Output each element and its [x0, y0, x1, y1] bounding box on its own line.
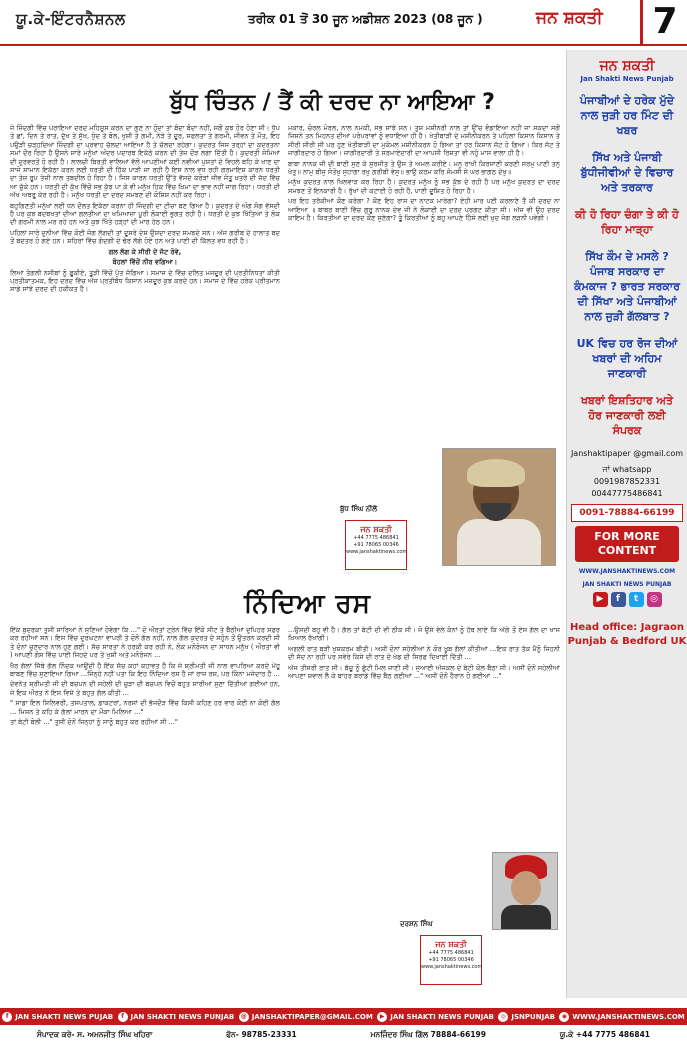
- footer-uk-phone: ਯੂ.ਕੇ +44 7775 486841: [559, 1029, 651, 1039]
- ad-website: www.janshaktinews.com: [346, 549, 408, 555]
- article1-paragraph: ਲਿਆ ਤੰਗਲੀ ਨਸੀਬਾਂ ਨੂੰ ਫੂਕੀਏ, ਤੂੜੀ ਵਿੱਚੋਂ ਪੁੱਤ ਜੱਗਿਆ। ਸਮਾਜ ਦੇ ਵਿੱਚ ਦਲਿਤ ਮਜ਼ਦੂਰ ਦੀ ਪ੍ਰਤੀਨਿਧਤਾ ਕੀਤੀ ਪ੍ਰਤੀਕਾਤਮਕ, ਇਹ ਦਰਦ ਵਿੱਚ ਅੱਜ ਪ੍ਰਤੀਬੱਧ ਕਿਸਾਨ ਮਜ਼ਦੂਰ ਕੁਝ ਕਰਦੇ ਹਨ। ਸਮਾਜ ਦੇ ਵਿੱਚ ਹਰੇਕ ਪ੍ਰੀਤਮਾਨ ਸਾਡੇ ਸਾਂਝੇ ਦਰਦ ਦੀ ਹਕੀਕਤ ਹੈ।: [10, 268, 280, 294]
- facebook-icon: f: [118, 1012, 128, 1022]
- ad-phone: +44 7775 486841: [428, 950, 474, 956]
- article2-byline: ਦਰਸ਼ਨ ਸਿੰਘ: [400, 920, 433, 928]
- ad-phone: +44 7775 486841: [353, 535, 399, 541]
- sidebar-phone[interactable]: 0091-78884-66199: [571, 504, 683, 522]
- ad-phone: +91 78065 00346: [428, 957, 474, 963]
- article1-column-left: [10, 124, 280, 579]
- footer-link[interactable]: f JAN SHAKTI NEWS PUJAB: [2, 1012, 113, 1022]
- ad-title: ਜਨ ਸ਼ਕਤੀ: [360, 524, 392, 534]
- email-icon: @: [240, 1012, 247, 1020]
- footer-manager: ਮਨਜਿੰਦਰ ਸਿੰਘ ਗਿੱਲ 78884-66199: [370, 1029, 486, 1039]
- article1-paragraph: ਬਾਬਾ ਨਾਨਕ ਜੀ ਦੀ ਬਾਣੀ ਸੁਣ ਕੇ ਸੁਰਜੀਤ ਤੇ ਉਸ ਤੇ ਅਮਲ ਕਰੀਏ। ਮਨੁ ਰਾਖੀ ਕਿਰਸਾਣੀ ਕਰਣੀ ਸਰਮੁ ਪਾਣੀ ਤਨੁ ਖੇਤੁ॥ ਨਾਮੁ ਬੀਜੁ ਸੰਤੋਖੁ ਸੁਹਾਗਾ ਰਖੁ ਗਰੀਬੀ ਵੇਸੁ॥ ਭਾਉ ਕਰਮ ਕਰਿ ਜੰਮਸੀ ਸੇ ਘਰ ਭਾਗਠ ਦੇਖੁ॥: [288, 159, 560, 177]
- sidebar-website[interactable]: WWW.JANSHAKTINEWS.COM: [578, 568, 676, 575]
- footer-link[interactable]: @ JANSHAKTIPAPER@GMAIL.COM: [240, 1012, 373, 1021]
- verse-line: ਗਲ ਲੱਗ ਕੇ ਸੀਰੀ ਦੇ ਜੱਟ ਰੋਵੇ,: [108, 247, 182, 256]
- instagram-icon[interactable]: ◎: [647, 592, 662, 607]
- verse-line: ਬੋਹਲਾਂ ਵਿੱਚੋਂ ਨੀਰ ਵਗਿਆ।: [112, 258, 178, 267]
- ad-website: www.janshaktinews.com: [421, 964, 483, 970]
- sidebar-social-label: JAN SHAKTI NEWS PUNJAB: [582, 581, 672, 588]
- sidebar-promo: ਸਿੱਖ ਅਤੇ ਪੰਜਾਬੀ ਬੁੱਧੀਜੀਵੀਆਂ ਦੇ ਵਿਚਾਰ ਅਤੇ ਤਰਕਾਰ: [580, 151, 674, 194]
- more-content-button[interactable]: FOR MORE CONTENT: [575, 526, 679, 562]
- ad-title: ਜਨ ਸ਼ਕਤੀ: [435, 939, 467, 949]
- footer-editor: ਸੰਪਾਦਕ ਕਰੇ- ਸ. ਅਮਨਜੀਤ ਸਿੰਘ ਖਹਿਰਾ: [36, 1029, 153, 1039]
- social-icons: [567, 592, 687, 607]
- article2-quote: " ਸਾਡਾ ਇਲ ਸ਼ਿਲਿਵਰੀ, ਤਸਪਤਾਲ, ਡਾਕਟਰਾਂ, ਨਰਸਾਂ ਦੀ ਭੱਜਦੌੜ ਵਿੱਚ ਕਿਸੀ ਕਹਿਣ ਹਰ ਵਾਰ ਕੋਈ ਨਾ ਕੋਈ ਗੱਲ ... ਮਿਸ਼ਨ ਤੇ ਕਹਿ ਕੇ ਗੱਲਾਂ ਮਾਰਨ ਦਾ ਮੌਕਾ ਮਿਲਿਆ ...": [10, 699, 280, 716]
- footer-phone: ਫੋਨ- 98785-23331: [226, 1029, 297, 1039]
- article1-byline: ਬੁੱਧ ਸਿੰਘ ਨੀਲੋਂ: [340, 505, 377, 513]
- article1-column-right: [288, 124, 560, 444]
- footer-link[interactable]: ▶ JAN SHAKTI NEWS PUNJAB: [377, 1012, 494, 1022]
- author-photo: [492, 852, 558, 930]
- article2-paragraph: ਦੇਵਨੇਤ ਸ਼੍ਰੀਮਤੀ ਜੀ ਦੀ ਬਚਪਨ ਦੀ ਸਹੇਲੀ ਦੀ ਚੁੜਾ ਦੀ ਬਚਪਨ ਵਿਚੋਂ ਬਹੁਤ ਸਾਰੀਆਂ ਸੁਣਾ ਦਿੱਤੀਆਂ ਗਈਆਂ ਹਨ, ਜੇ ਇਕ ਔਰਤ ਨੇ ਇਸ ਵਿਸ਼ੇ ਤੇ ਬਹੁਤ ਗੱਲ ਕੀਤੀ ...: [10, 680, 280, 697]
- sidebar-logo-subtitle: Jan Shakti News Punjab: [580, 75, 674, 83]
- footer-info: [0, 1026, 687, 1043]
- article2-paragraph: ਅੱਜ ਤੀਸਰੀ ਰਾਤ ਸੀ। ਬੱਚੂ ਨੂੰ ਛੁੱਟੀ ਮਿਲ ਜਾਣੀ ਸੀ। ਜੁਆਈ ਅੱਜਕਲ ਦੇ ਬੇਟੀ ਕੋਲ ਬੈਠਾ ਸੀ। ਅਸੀਂ ਦੋਨੋਂ ਸਹੇਲੀਆਂ ਆਪਣਾ ਸ਼ਵਾਲ ਲੈ ਕੇ ਬਾਹਰ ਬਰਾਂਡੇ ਵਿੱਚ ਬੈਠ ਗਈਆਂ ..." ਅਸੀਂ ਦੋਨੋਂ ਹੈਰਾਨ ਹੋ ਗਈਆਂ ...": [288, 663, 560, 681]
- page-header: [0, 0, 687, 46]
- sidebar-email[interactable]: Janshaktipaper @gmail.com: [570, 449, 684, 458]
- ad-phone: +91 78065 00346: [353, 542, 399, 548]
- footer-link[interactable]: ◉ WWW.JANSHAKTINEWS.COM: [559, 1012, 684, 1022]
- article2-paragraph: ਅਗਲੀ ਰਾਤ ਬੜੀ ਖੁਸ਼ਕਰਮ ਬੀਤੀ। ਅਸੀਂ ਦੋਨਾਂ ਸਹੇਲੀਆਂ ਨੇ ਕੋਰ ਖੂਬ ਗੱਲਾਂ ਕੀਤੀਆਂ ...ਇਕ ਰਾਤ ਤੱਕ ਮੈਂਨੂੰ ਜਿਹਨੀ ਦੀ ਸੱਦ ਨਾ ਰਹੀ ਪਰ ਸਵੇਰੇ ਕਿਸੇ ਦੀ ਰਾਤ ਦੇ ਖੇਡ ਦੀ ਸਿਰਫ ਦਿਖਾਈ ਦਿੱਤੀ ...: [288, 644, 560, 662]
- sidebar-logo: ਜਨ ਸ਼ਕਤੀ: [599, 58, 655, 74]
- sidebar-whatsapp-label: ਜਾਂ whatsapp: [602, 465, 652, 474]
- globe-icon: ◉: [559, 1012, 569, 1022]
- sidebar-promo: ਪੰਜਾਬੀਆਂ ਦੇ ਹਰੇਕ ਮੁੱਦੇ ਨਾਲ ਜੁੜੀ ਹਰ ਮਿੰਟ ਦੀ ਖਬਰ: [580, 94, 674, 137]
- edition-date: ਤਰੀਕ 01 ਤੋਂ 30 ਜੂਨ ਅਡੀਸ਼ਨ 2023 (08 ਜੂਨ ): [248, 12, 483, 26]
- article2-paragraph: ਇੱਕ ਬੁਦਰਕਾ ਤੁਸੀਂ ਸਾਰਿਆਂ ਨੇ ਸੁਣਿਆਂ ਹੋਵੇਗਾ ਕਿ ..." ਦੋ ਔਰਤਾਂ ਟ੍ਰੇਨ ਵਿੱਚ ਇੱਕੋ ਸੀਟ ਤੇ ਬੈਠੀਆਂ ਦੁਪਿਹਰ ਸਫ਼ਰ ਕਰ ਰਹੀਆਂ ਸਨ। ਇਸ ਵਿੱਚ ਦੁਰਘਟਨਾ ਵਾਪਰੀ ਤੇ ਦੋਨੋਂ ਗੱਲ ਨਹੀਂ, ਨਾਲ ਗੱਲ ਕੁਦਰਤ ਦੇ ਸਹੁੰਨ ਤੋਂ ਉਤਰਨ ਕਰਦੀ ਸੀ ਤੇ ਦੋਨਾਂ ਚੁਣਦਾਰ ਨਾਲ ਹੁਣ ਗਈ। ਸੱਚ ਸਾਰਤਾ ਨੇ ਹਰਕੀ ਕਰ ਰਹੀ ਨੇ, ਲੋਕ ਮਨੋਰੰਜਨ ਦਾ ਸਾਧਨ ਮਨੁੱਖ ( ਔਰਤਾਂ ਵੀ ) ਆਪਣੀ ਗੋਸ਼ ਵਿੱਚ ਪਾਈ ਜਿਹਦੇ ਪਰ ਤੇ ਖੁਸ਼ੀ ਅਤੇ ਮਨੋਰੰਜਨ ...: [10, 626, 280, 660]
- footer-link[interactable]: ◎ JSNPUNJAB: [498, 1012, 555, 1022]
- article1-paragraph: ਪਹਿਲਾਂ ਸਾਰੇ ਦੁਨੀਆਂ ਵਿੱਚ ਕੋਈ ਜੰਗ ਲੱਗਦੀ ਤਾਂ ਦੂਸਰੇ ਦੇਸ਼ ਉਸਦਾ ਦਰਦ ਸਮਝਦੇ ਸਨ। ਅੱਜ ਗਰੀਬ ਦੇ ਹਾਲਾਤ ਬਦ ਤੋਂ ਬਦਤਰ ਹੋ ਗਏ ਹਨ। ਸ਼ਹਿਰਾਂ ਵਿੱਚ ਗੰਦਗੀ ਦੇ ਢੇਰ ਲੱਗੇ ਹੋਏ ਹਨ ਅਤੇ ਪਾਣੀ ਦੀ ਕਿੱਲਤ ਵਧ ਰਹੀ ਹੈ।: [10, 228, 280, 246]
- sidebar-promo: UK ਵਿਚ ਹਰ ਰੋਜ ਦੀਆਂ ਖਬਰਾਂ ਦੀ ਅਹਿਮ ਜਾਣਕਾਰੀ: [576, 337, 678, 380]
- page-number: 7: [640, 0, 687, 44]
- article2-paragraph: ...ਉਸਦੀ ਬਹੁ ਵੀ ਹੈ। ਗੱਲ ਤਾਂ ਬੇਟੀ ਦੀ ਵੀ ਠੀਕ ਸੀ। ਜੋ ਉਸੇ ਵੇਲੇ ਕੰਨਾਂ ਨੂੰ ਹੱਥ ਲਾਏ ਕਿ ਅੱਗੇ ਤੋਂ ਏਸ ਗੱਲ ਦਾ ਖਾਸ ਖ਼ਿਆਲ ਰੱਖਾਂਗੀ।: [288, 626, 560, 643]
- article2-quote: ਤਾਂ ਬੇਟੀ ਬੋਲੀ ..." ਤੁਸੀਂ ਦੋਨੋਂ ਜਿਨ੍ਹਾਂ ਨੂੰ ਸਾਨੂੰ ਬਹੁਤ ਕਰ ਰਹੀਆਂ ਸੀ ...": [10, 718, 178, 727]
- jan-shakti-ad-box: [420, 935, 482, 985]
- sidebar-promo: ਸਿੱਖ ਕੌਮ ਦੇ ਮਸਲੇ ? ਪੰਜਾਬ ਸਰਕਾਰ ਦਾ ਕੰਮਕਾਜ ? ਭਾਰਤ ਸਰਕਾਰ ਦੀ ਸਿੱਖਾ ਅਤੇ ਪੰਜਾਬੀਆਂ ਨਾਲ ਜੁੜੀ ਗੱਲਬਾਤ ?: [574, 250, 680, 323]
- sidebar-promo: ਕੀ ਹੋ ਰਿਹਾ ਚੰਗਾ ਤੇ ਕੀ ਹੋ ਰਿਹਾ ਮਾੜ੍ਹਾ: [575, 208, 679, 236]
- sidebar-whatsapp-number[interactable]: 00447775486841: [591, 489, 663, 498]
- sidebar: [566, 50, 687, 998]
- youtube-icon: ▶: [377, 1012, 387, 1022]
- article2-title: ਨਿੰਦਿਆ ਰਸ: [244, 589, 371, 619]
- article1-paragraph: ਪਰ ਇਹ ਤਰੱਕੀਆਂ ਕੌਣ ਕਰੇਗਾ ? ਕੌਣ ਇਹ ਰਾਸ ਦਾ ਨਾਟਕ ਮਾਰੇਗਾ? ਏਹੀ ਮਾਰ ਪਈ ਕਰਲਾਣੇ ਤੈਂ ਕੀ ਦਰਦ ਨਾ ਆਇਆ ॥ ਬਾਬਰ ਬਾਣੀ ਵਿੱਚ ਗੁਰੂ ਨਾਨਕ ਦੇਵ ਜੀ ਨੇ ਲੋਕਾਈ ਦਾ ਦਰਦ ਪ੍ਰਗਟ ਕੀਤਾ ਸੀ। ਅੱਜ ਵੀ ਉਹ ਦਰਦ ਕਾਇਮ ਹੈ। ਕਿਰਤੀਆਂ ਦਾ ਦਰਦ ਕੌਣ ਸੁਣੇਗਾ? ਤੂੰ ਕਿਰਤੀਆਂ ਨੂੰ ਬਹੁ ਆਪਣੇ ਹਿੱਸੇ ਲਈ ਖ਼ੁਦ ਜੰਗ ਲੜਨੀ ਪਵੇਗੀ।: [288, 197, 560, 223]
- youtube-icon[interactable]: ▶: [593, 592, 608, 607]
- author-photo: [442, 448, 556, 566]
- footer-social-bar: [0, 1008, 687, 1025]
- sidebar-head-office: Head office: Jagraon Punjab & Bedford UK: [567, 622, 687, 647]
- article1-paragraph: ਜੇ ਜ਼ਿੰਦਗੀ ਵਿੱਚ ਪਰਾਇਆ ਦਰਦ ਮਹਿਸੂਸ ਕਰਨ ਦਾ ਗੁਣ ਨਾ ਹੁੰਦਾ ਤਾਂ ਬੰਦਾ ਬੰਦਾ ਨਹੀਂ, ਸਗੋਂ ਕੁਝ ਹੋਰ ਹੋਣਾ ਸੀ। ਧੁੱਪ ਤੇ ਛਾਂ, ਦਿਨ ਤੇ ਰਾਤ, ਦੁੱਖ ਤੇ ਸੁੱਖ, ਧੁੰਦ ਤੇ ਬੋਲ, ਖੁਸ਼ੀ ਤੇ ਗਮੀ, ਨੇੜੇ ਤੇ ਦੂਰ, ਸਫਲਤਾ ਤੇ ਗਰਮੀ, ਜੀਵਨ ਤੇ ਮੌਤ, ਇਹ ਪਉੜੀ ਚੜ੍ਹਦਿਆਂ ਜ਼ਿੰਦਗੀ ਦਾ ਪ੍ਰਵਾਹ ਚੱਲਦਾ ਆਇਆ ਹੈ ਤੇ ਚੱਲਦਾ ਰਹੇਗਾ। ਕੁਦਰਤ ਜਿਸ ਤਰ੍ਹਾਂ ਦਾ ਕੁਦਰਤਨਾ ਸਮਾਂ ਦੌਰ ਰਿਹਾ ਹੈ ਉਸਨੇ ਸਾਰੇ ਮਨੁੱਖਾਂ ਅੰਦਰ ਪਦਾਰਥ ਇਕੱਠੇ ਕਰਨ ਦੀ ਤੇਜ਼ ਦੌੜ ਲਗਾ ਦਿੱਤੀ ਹੈ। ਕੁਦਰਤੀ ਸੋਮਿਆਂ ਦੀ ਦੁਰਵਰਤੋਂ ਹੋ ਰਹੀ ਹੈ। ਲਾਲਚੀ ਬਿਰਤੀ ਵਾਲਿਆਂ ਵੱਲੋਂ ਆਪਣੀਆਂ ਕਈ ਨਵੀਆਂ ਪੁਸ਼ਤਾਂ ਦੇ ਵਿਹਲੇ ਬਹਿ ਕੇ ਖਾਣ ਦਾ ਸਾਜੋ ਸਾਮਾਨ ਇਕੱਠਾ ਕਰਨ ਲਈ ਧਰਤੀ ਦੀ ਹਿੱਕ ਪਾੜੀ ਜਾ ਰਹੀ ਹੈ ਇਸ ਨਾਲ ਵਧ ਰਹੀ ਗਰਮਾਇਸ਼ ਕਾਰਨ ਧਰਤੀ ਦਾ ਤੇਜ਼ ਰੂਪ ਤੇਜ਼ੀ ਨਾਲ ਤਬਦੀਲ ਹੋ ਰਿਹਾ ਹੈ। ਜਿਸ ਕਾਰਨ ਧਰਤੀ ਉੱਤੇ ਵੱਸਦੇ ਕਰੋੜਾਂ ਜੀਵ ਜੰਤੂ ਖ਼ਤਰੇ ਦੀ ਜ਼ੱਦ ਵਿੱਚ ਆ ਚੁੱਕੇ ਹਨ। ਧਰਤੀ ਦੀ ਕੁੱਖ ਵਿੱਚੋਂ ਸਭ ਕੁੱਝ ਪਾ ਕੇ ਵੀ ਮਨੁੱਖ ਹਿਕ ਵਿੱਚ ਖ਼ਿਮਾ ਦਾ ਭਾਵ ਨਹੀਂ ਜਾਗ ਰਿਹਾ। ਧਰਤੀ ਦੀ ਅੱਖ ਅਥਰੂ ਕੇਰ ਰਹੀ ਹੈ। ਮਨੁੱਖ ਧਰਤੀ ਦਾ ਦਰਦ ਸਮਝਣ ਦੀ ਕੋਸ਼ਿਸ਼ ਨਹੀਂ ਕਰ ਰਿਹਾ।: [10, 124, 280, 200]
- jan-shakti-ad-box: [345, 520, 407, 570]
- masthead-logo: ਜਨ ਸ਼ਕਤੀ: [536, 8, 603, 28]
- article1-paragraph: ਮਕਾਰ, ਚੋਰਲ ਮੋਰਲ, ਨਾਲ ਨਮਕੀ, ਸਭ ਸਾਂਝੇ ਸਨ। ਤੁਸ਼ ਮਸ਼ੀਨਰੀ ਨਾਲ ਤਾਂ ਉੱਚ ਵੰਡਾਇਆ ਨਹੀਂ ਜਾ ਸਕਦਾ ਸਗੋਂ ਜਿਸਨੇ ਤਨ ਮਿਹਨਤ ਦੀਆਂ ਪਰੰਪਰਾਵਾਂ ਨੂੰ ਵਧਾਇਆ ਹੀ ਹੈ। ਖੇਤੀਬਾੜੀ ਦੇ ਮਸ਼ੀਨੀਕਰਨ ਤੇ ਪਹਿਲਾਂ ਕਿਸਾਨ ਕਿਸਾਨ ਤੇ ਸੀਰੀ ਸੀਰੀ ਸੀ ਪਰ ਹੁਣ ਖੇਤੀਬਾੜੀ ਦਾ ਮੁਕੰਮਲ ਮਸ਼ੀਨੀਕਰਨ ਹੋ ਗਿਆ ਤਾਂ ਹਰ ਕਿਸਾਨ ਜੱਟ ਹੋ ਗਿਆ। ਕਿਰ ਜੱਟ ਤੇ ਜਾਗੀਰਦਾਰ ਹੋ ਗਿਆ। ਜਾਗੀਰਦਾਰੀ ਤੇ ਸਰਮਾਏਦਾਰੀ ਦਾ ਆਪਸੀ ਰਿਸ਼ਤਾ ਵੀ ਨਹੁੰ ਮਾਸ ਵਾਲਾ ਹੀ ਹੈ।: [288, 124, 560, 158]
- article2-column-left: [10, 626, 280, 1004]
- article1-paragraph: ਬਹੁਗਿਣਤੀ ਮਨੁੱਖਾਂ ਲਈ ਧਨ ਦੌਲਤ ਇਕੱਠਾ ਕਰਨਾ ਹੀ ਜਿੰਦਗੀ ਦਾ ਟੀਚਾ ਬਣ ਗਿਆ ਹੈ। ਕੁਦਰਤ ਦੇ ਅੰਗ ਸੰਗ ਵੱਸਦੀ ਹੈ ਪਰ ਕੁਝ ਬਦਬਖਤਾਂ ਦੀਆਂ ਗਲਤੀਆਂ ਦਾ ਖਮਿਆਜ਼ਾ ਪੂਰੀ ਲੋਕਾਈ ਭੁਗਤ ਰਹੀ ਹੈ। ਧਰਤੀ ਦੇ ਕੁਝ ਖਿੱਤਿਆਂ ਤੇ ਲੋਕ ਦੀ ਗਰਮੀ ਨਾਲ ਮਰ ਰਹੇ ਹਨ ਅਤੇ ਕੁਝ ਖਿੱਤੇ ਹੜ੍ਹਾਂ ਦੀ ਮਾਰ ਹੇਠ ਹਨ।: [10, 201, 280, 227]
- article2-paragraph: ਖੈਰ ਗੱਲਾਂ ਜਿੱਥੇ ਗੱਲ ਨਿੰਦਕ ਆਉਂਦੀ ਹੈ ਇੱਕ ਸੱਚ ਕਹਾਂ ਕਹਾਵਤ ਹੈ ਕਿ ਜੇ ਸ਼੍ਰੀਮਤੀ ਜੀ ਨਾਲ ਵਾਪਰਿਆ ਕਰਦੇ ਮੇਂਹੂ ਬਾਬਣ ਵਿੱਚ ਸੁਣਾਇਆ ਗਿਆ ...ਜਿੰਨ੍ਹੇ ਨਹੀਂ ਪਤਾ ਕਿ ਇਹ ਨਿੰਦਿਆ ਰਸ ਹੈ ਜਾਂ ਰਾਜ ਰਸ, ਪਰ ਕਿੰਨਾ ਮਜੇਦਾਰ ਹੈ ...: [10, 661, 280, 679]
- facebook-icon[interactable]: f: [611, 592, 626, 607]
- footer-link[interactable]: f JAN SHAKTI NEWS PUNJAB: [118, 1012, 235, 1022]
- section-title: ਯੂ.ਕੇ-ਇੰਟਰਨੈਸ਼ਨਲ: [16, 10, 126, 28]
- sidebar-promo: ਖਬਰਾਂ ਇਸ਼ਤਿਹਾਰ ਅਤੇ ਹੋਰ ਜਾਣਕਾਰੀ ਲਈ ਸੰਪਰਕ: [580, 394, 674, 437]
- facebook-icon: f: [2, 1012, 12, 1022]
- instagram-icon: ◎: [498, 1012, 508, 1022]
- article1-title: ਬੁੱਧ ਚਿੰਤਨ / ਤੈਂ ਕੀ ਦਰਦ ਨਾ ਆਇਆ ?: [170, 90, 495, 115]
- sidebar-whatsapp-number[interactable]: 0091987852331: [593, 477, 661, 486]
- article1-paragraph: ਮਨੁੱਖ ਕੁਦਰਤ ਨਾਲ ਖਿਲਵਾੜ ਕਰ ਰਿਹਾ ਹੈ। ਕੁਦਰਤ ਮਨੁੱਖ ਨੂੰ ਸਭ ਕੁੱਝ ਦੇ ਰਹੀ ਹੈ ਪਰ ਮਨੁੱਖ ਕੁਦਰਤ ਦਾ ਦਰਦ ਸਮਝਣ ਤੋਂ ਇਨਕਾਰੀ ਹੈ। ਰੁੱਖਾਂ ਦੀ ਕਟਾਈ ਹੋ ਰਹੀ ਹੈ, ਪਾਣੀ ਦੂਸ਼ਿਤ ਹੋ ਰਿਹਾ ਹੈ।: [288, 178, 560, 195]
- article2-column-right: [288, 626, 560, 851]
- twitter-icon[interactable]: t: [629, 592, 644, 607]
